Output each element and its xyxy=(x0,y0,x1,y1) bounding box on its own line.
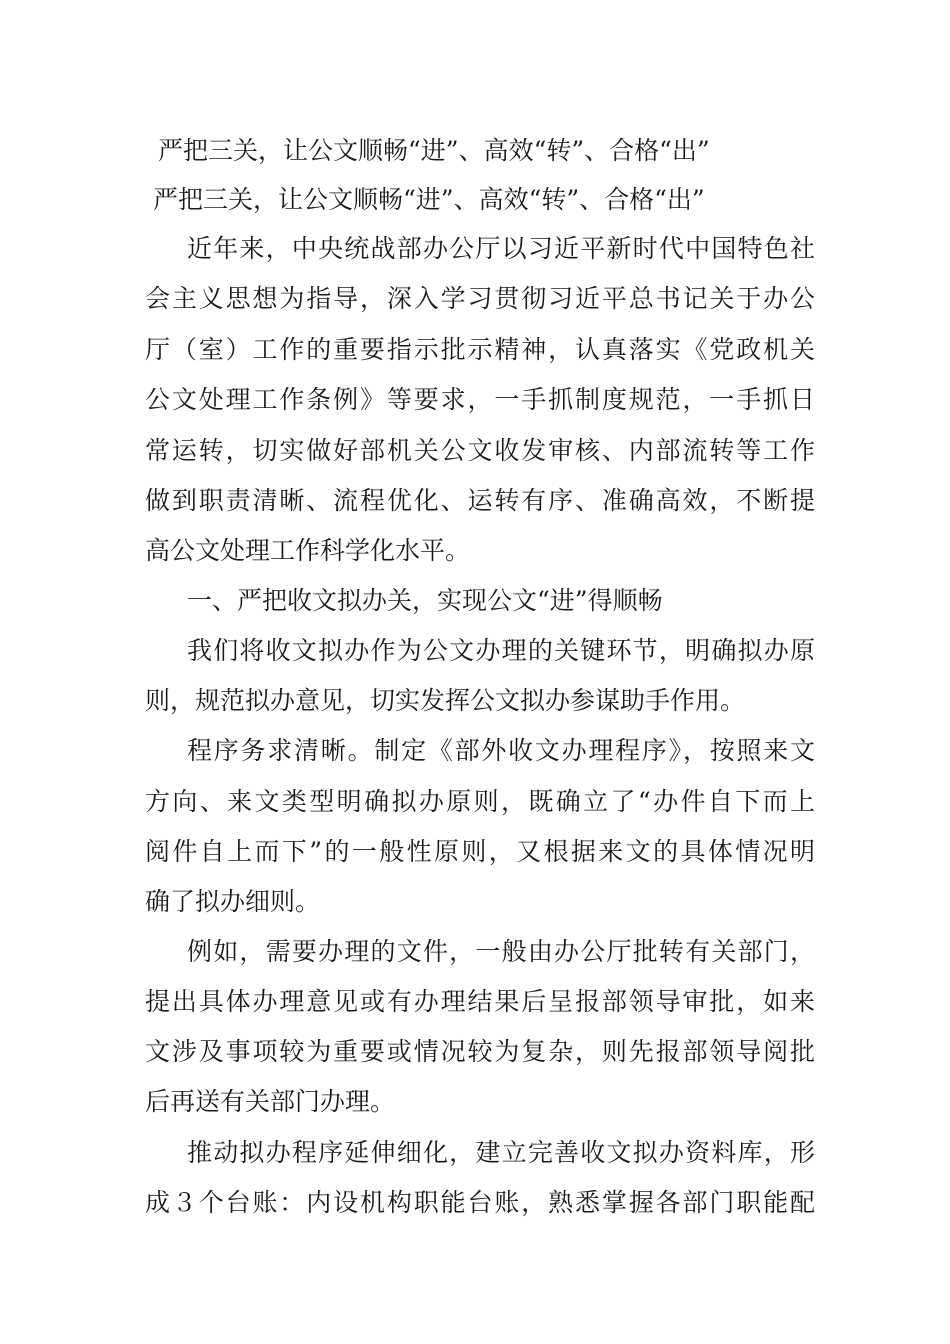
paragraph-line: 成３个台账：内设机构职能台账，熟悉掌握各部门职能配 xyxy=(145,1188,815,1217)
paragraph-line: 高公文处理工作科学化水平。 xyxy=(145,536,471,565)
paragraph-line: 提出具体办理意见或有办理结果后呈报部领导审批，如来 xyxy=(145,987,815,1016)
paragraph-line: 近年来，中央统战部办公厅以习近平新时代中国特色社 xyxy=(187,234,815,263)
paragraph-line: 公文处理工作条例》等要求，一手抓制度规范，一手抓日 xyxy=(145,385,815,414)
paragraph-line: 文涉及事项较为重要或情况较为复杂，则先报部领导阅批 xyxy=(145,1037,815,1066)
paragraph-line: 厅（室）工作的重要指示批示精神，认真落实《党政机关 xyxy=(145,335,815,364)
paragraph-line: 例如，需要办理的文件，一般由办公厅批转有关部门， xyxy=(187,937,815,966)
paragraph-line: 方向、来文类型明确拟办原则，既确立了“办件自下而上 xyxy=(145,787,815,816)
paragraph-line: 会主义思想为指导，深入学习贯彻习近平总书记关于办公 xyxy=(145,284,815,313)
paragraph-line: 则，规范拟办意见，切实发挥公文拟办参谋助手作用。 xyxy=(145,686,746,715)
document-title-repeat: 严把三关，让公文顺畅“进”、高效“转”、合格“出” xyxy=(153,185,705,214)
paragraph-line: 做到职责清晰、流程优化、运转有序、准确高效，不断提 xyxy=(145,486,815,515)
paragraph-line: 程序务求清晰。制定《部外收文办理程序》，按照来文 xyxy=(187,736,815,765)
paragraph-line: 确了拟办细则。 xyxy=(145,887,321,916)
paragraph-line: 我们将收文拟办作为公文办理的关键环节，明确拟办原 xyxy=(187,636,815,665)
document-title: 严把三关，让公文顺畅“进”、高效“转”、合格“出” xyxy=(158,136,710,165)
paragraph-line: 常运转，切实做好部机关公文收发审核、内部流转等工作 xyxy=(145,436,815,465)
paragraph-line: 后再送有关部门办理。 xyxy=(145,1087,396,1116)
section-heading-text: 一、严把收文拟办关，实现公文“进”得顺畅 xyxy=(187,586,663,615)
paragraph-line: 推动拟办程序延伸细化，建立完善收文拟办资料库，形 xyxy=(187,1138,815,1167)
paragraph-line: 阅件自上而下”的一般性原则，又根据来文的具体情况明 xyxy=(145,837,815,866)
